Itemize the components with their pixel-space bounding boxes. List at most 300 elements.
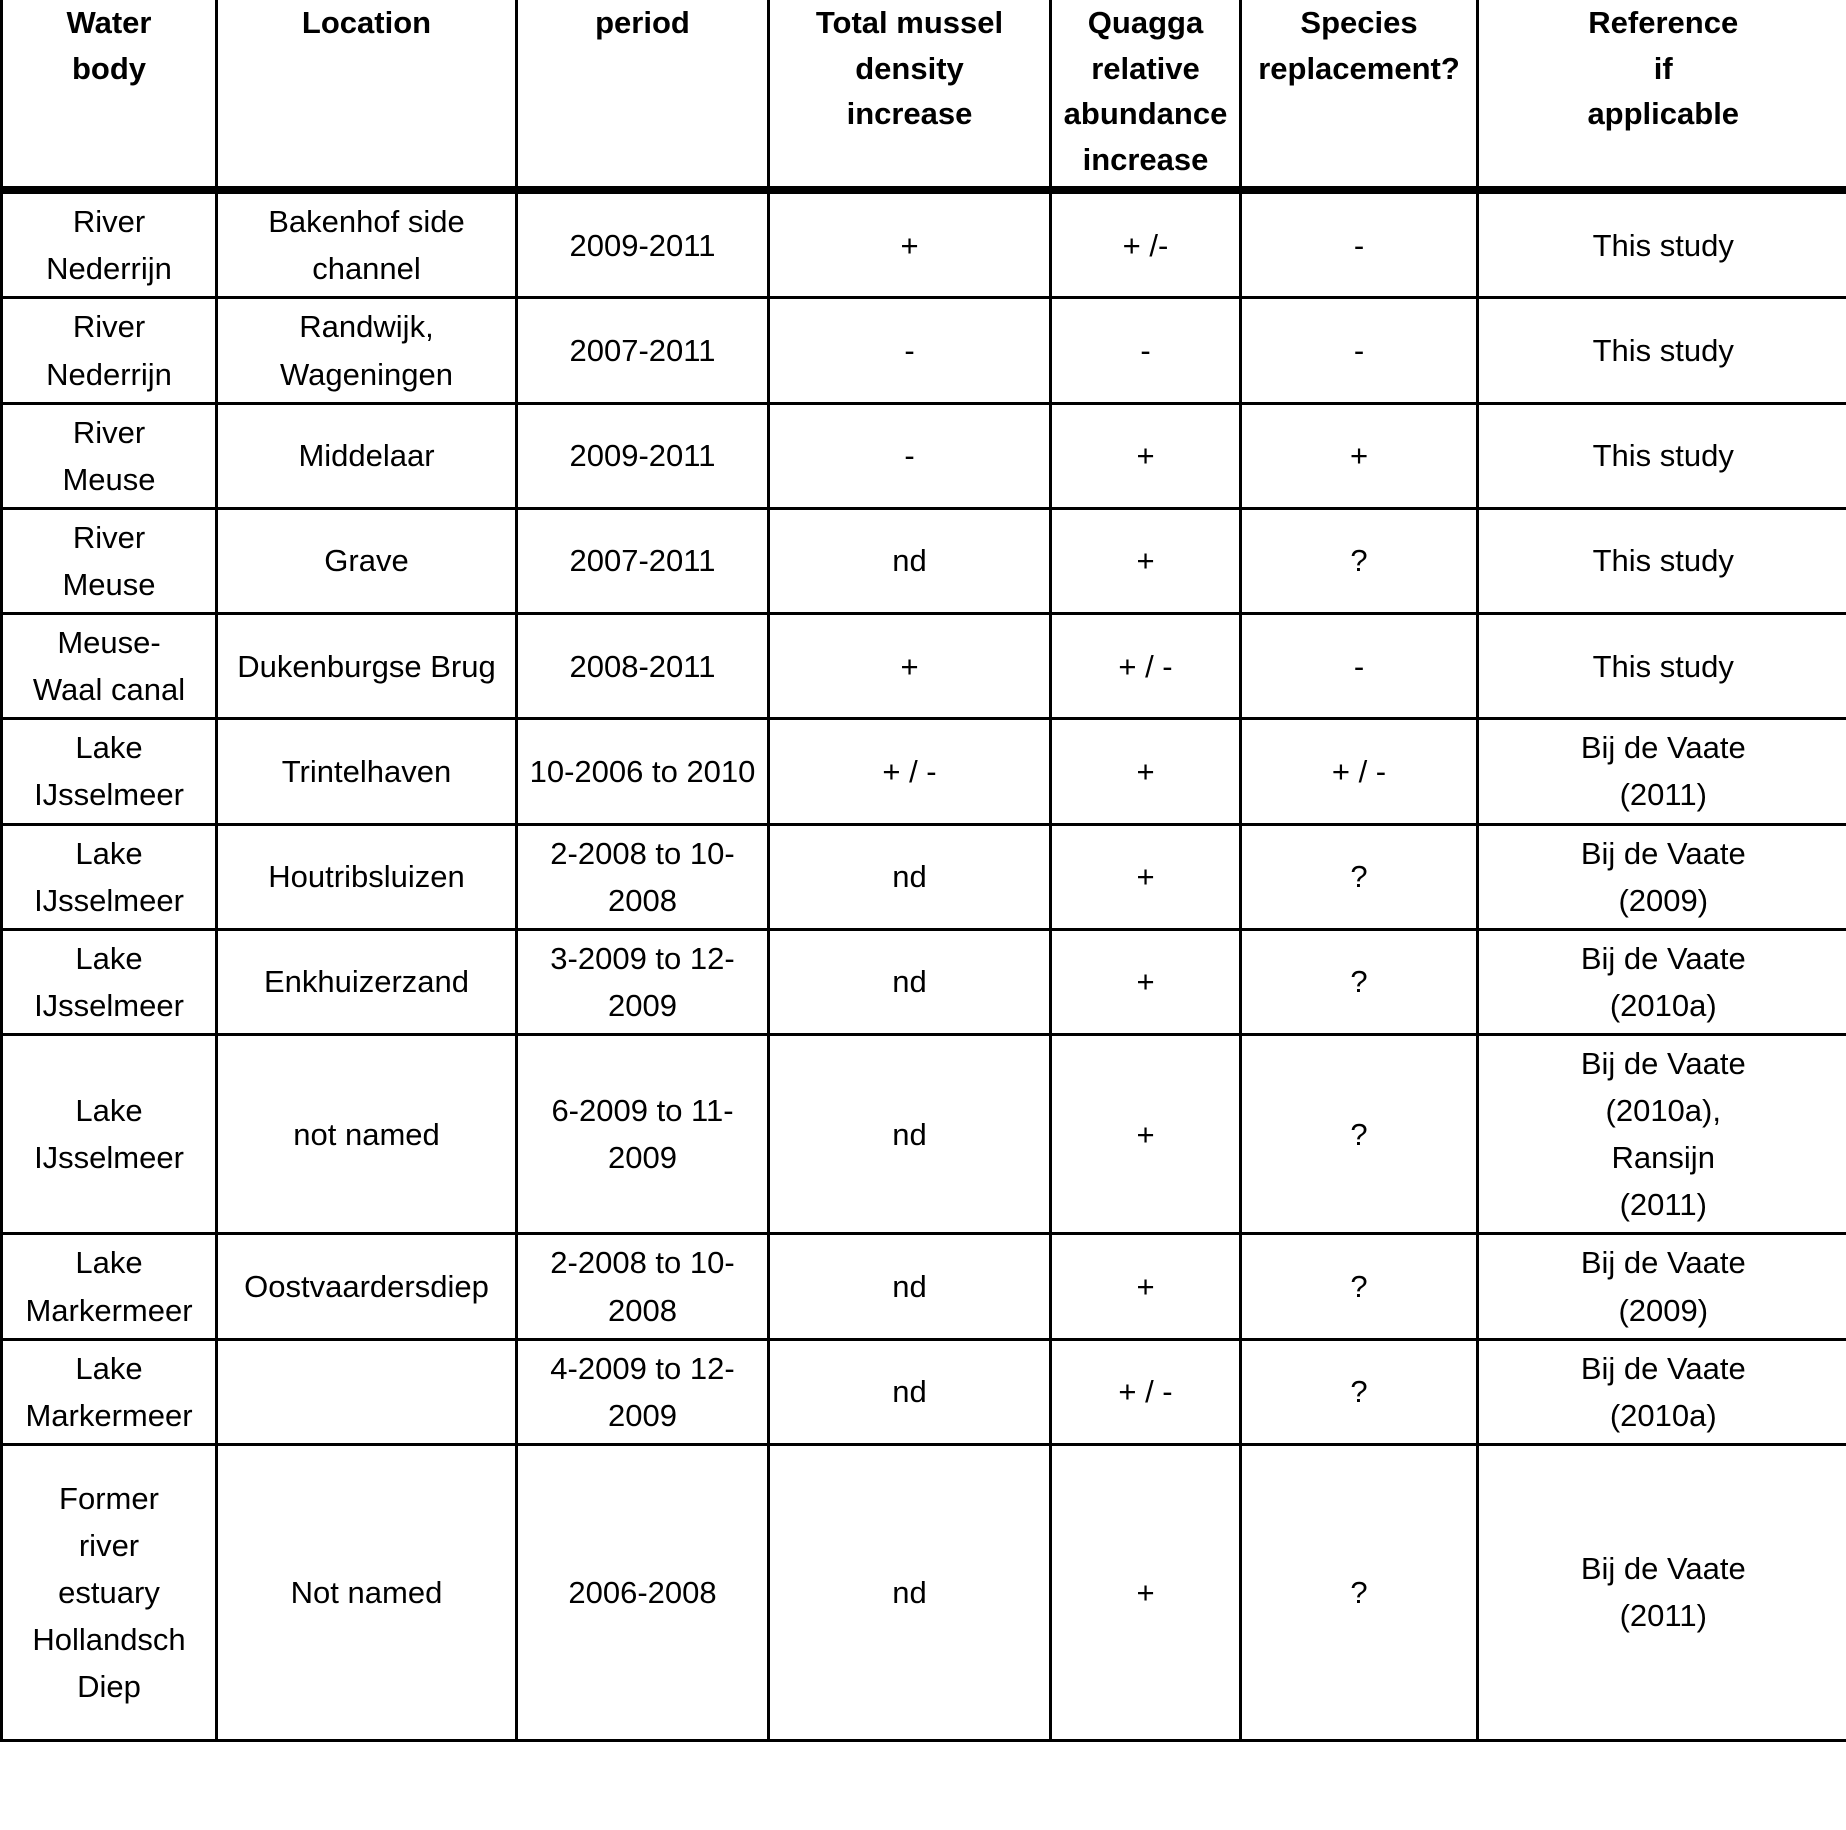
cell-text	[1248, 222, 1470, 269]
cell-location	[217, 190, 517, 298]
cell-period	[517, 508, 769, 613]
cell-text	[1248, 853, 1470, 900]
cell-text	[776, 853, 1043, 900]
cell-line: nd	[892, 859, 927, 895]
cell-line: This study	[1592, 333, 1734, 369]
cell-line: IJsselmeer	[34, 777, 184, 813]
cell-line: Ransijn	[1611, 1140, 1715, 1176]
cell-text	[1058, 748, 1233, 795]
cell-text	[1485, 1545, 1842, 1639]
cell-reference	[1478, 614, 1846, 719]
table-body	[2, 190, 1846, 1740]
cell-period	[517, 929, 769, 1034]
cell-period	[517, 298, 769, 403]
cell-species-replacement	[1241, 719, 1478, 824]
cell-text	[9, 514, 209, 608]
cell-line: Nederrijn	[46, 356, 172, 392]
cell-text	[524, 1345, 761, 1439]
cell-text	[9, 1239, 209, 1333]
cell-quagga-increase	[1051, 929, 1241, 1034]
cell-quagga-increase	[1051, 298, 1241, 403]
table-header	[2, 0, 1846, 190]
table-row	[2, 508, 1846, 613]
cell-line: Bij de Vaate	[1580, 1046, 1746, 1081]
cell-line: 2007-2011	[569, 333, 716, 369]
cell-line: +	[1136, 1268, 1155, 1304]
header-line: Reference	[1588, 5, 1739, 40]
cell-text	[776, 1569, 1043, 1616]
cell-text	[524, 327, 761, 374]
cell-text	[524, 935, 761, 1029]
header-lines-location	[224, 0, 509, 46]
cell-text	[524, 222, 761, 269]
cell-line: Not named	[290, 1574, 443, 1610]
cell-text	[9, 1087, 209, 1181]
header-lines-period	[524, 0, 761, 46]
cell-text	[1058, 222, 1233, 269]
cell-line: 2009-2011	[569, 438, 716, 474]
cell-text	[224, 198, 509, 292]
cell-quagga-increase	[1051, 719, 1241, 824]
cell-text	[224, 1263, 509, 1310]
cell-line: Houtribsluizen	[268, 859, 465, 895]
cell-text	[1058, 643, 1233, 690]
cell-line: Bij de Vaate	[1580, 940, 1746, 976]
cell-line: 6-2009 to 11-2009	[551, 1093, 734, 1176]
cell-line: ?	[1350, 1116, 1368, 1152]
cell-text	[1058, 1569, 1233, 1616]
cell-text	[1058, 432, 1233, 479]
cell-reference	[1478, 190, 1846, 298]
cell-text	[9, 1345, 209, 1439]
cell-line: Middelaar	[298, 438, 435, 474]
cell-quagga-increase	[1051, 190, 1241, 298]
cell-line: channel	[312, 251, 421, 287]
cell-text	[224, 1569, 509, 1616]
cell-quagga-increase	[1051, 1035, 1241, 1234]
cell-text	[524, 1239, 761, 1333]
cell-line: This study	[1592, 227, 1734, 263]
cell-line: estuary	[58, 1574, 160, 1610]
cell-line: (2009)	[1618, 882, 1709, 918]
cell-quagga-increase	[1051, 1339, 1241, 1444]
cell-density-increase	[769, 719, 1051, 824]
cell-line: nd	[892, 1116, 927, 1152]
cell-location	[217, 1444, 517, 1740]
table-row	[2, 1234, 1846, 1339]
table-row	[2, 1339, 1846, 1444]
header-line: Quagga relative	[1087, 5, 1204, 86]
cell-line: Dukenburgse Brug	[237, 648, 496, 684]
cell-species-replacement	[1241, 508, 1478, 613]
cell-reference	[1478, 403, 1846, 508]
header-line: increase	[846, 96, 973, 132]
cell-line: (2010a)	[1609, 987, 1717, 1023]
cell-line: -	[1353, 227, 1365, 263]
cell-line: (2011)	[1619, 1187, 1707, 1223]
cell-density-increase	[769, 824, 1051, 929]
cell-text	[224, 853, 509, 900]
cell-line: nd	[892, 543, 927, 579]
header-lines-density	[776, 0, 1043, 137]
cell-text	[1485, 537, 1842, 584]
cell-text	[1058, 327, 1233, 374]
cell-species-replacement	[1241, 1444, 1478, 1740]
cell-water-body	[2, 719, 217, 824]
cell-text	[1058, 537, 1233, 584]
cell-line: Bij de Vaate	[1580, 1245, 1746, 1281]
cell-line: Lake	[75, 835, 143, 871]
cell-line: River	[72, 519, 146, 555]
cell-location	[217, 929, 517, 1034]
cell-text	[9, 1475, 209, 1711]
cell-line: IJsselmeer	[34, 1140, 184, 1176]
cell-water-body	[2, 1234, 217, 1339]
cell-density-increase	[769, 403, 1051, 508]
cell-line: ?	[1350, 1574, 1368, 1610]
cell-quagga-increase	[1051, 403, 1241, 508]
cell-line: Lake	[75, 1350, 143, 1386]
cell-text	[224, 303, 509, 397]
cell-location	[217, 1035, 517, 1234]
cell-line: + / -	[1118, 1374, 1173, 1410]
cell-period	[517, 1234, 769, 1339]
cell-line: -	[1353, 648, 1365, 684]
header-line: increase	[1082, 141, 1209, 177]
cell-water-body	[2, 190, 217, 298]
cell-line: This study	[1592, 438, 1734, 474]
cell-reference	[1478, 508, 1846, 613]
cell-text	[524, 830, 761, 924]
cell-line: not named	[293, 1116, 440, 1152]
cell-line: Wageningen	[280, 356, 453, 392]
cell-reference	[1478, 1234, 1846, 1339]
header-line: Water	[66, 5, 152, 40]
cell-text	[9, 303, 209, 397]
cell-text	[1248, 643, 1470, 690]
cell-density-increase	[769, 1339, 1051, 1444]
cell-species-replacement	[1241, 929, 1478, 1034]
cell-text	[1058, 1111, 1233, 1158]
cell-line: + / -	[882, 753, 937, 789]
column-header-period	[517, 0, 769, 190]
cell-line: ?	[1350, 964, 1368, 1000]
cell-line: ?	[1350, 1374, 1368, 1410]
cell-period	[517, 719, 769, 824]
cell-text	[776, 537, 1043, 584]
cell-species-replacement	[1241, 1035, 1478, 1234]
cell-text	[224, 432, 509, 479]
cell-reference	[1478, 1035, 1846, 1234]
cell-species-replacement	[1241, 614, 1478, 719]
cell-text	[776, 748, 1043, 795]
header-line: period	[595, 5, 690, 40]
cell-text	[224, 958, 509, 1005]
cell-text	[224, 1111, 509, 1158]
cell-water-body	[2, 403, 217, 508]
cell-line: Former	[59, 1480, 159, 1516]
cell-text	[1248, 748, 1470, 795]
cell-line: Lake	[75, 940, 143, 976]
cell-line: Grave	[324, 543, 409, 579]
header-lines-species	[1248, 0, 1470, 91]
cell-line: +	[1136, 753, 1155, 789]
cell-density-increase	[769, 614, 1051, 719]
cell-text	[776, 1263, 1043, 1310]
header-line: abundance	[1063, 96, 1228, 132]
cell-text	[1485, 724, 1842, 818]
table-row	[2, 403, 1846, 508]
cell-line: 2-2008 to 10-2008	[550, 835, 735, 918]
cell-line: ?	[1350, 543, 1368, 579]
cell-water-body	[2, 824, 217, 929]
cell-line: 2007-2011	[569, 543, 716, 579]
header-line: replacement?	[1258, 50, 1460, 86]
cell-line: + /-	[1122, 227, 1169, 263]
header-line: Location	[301, 5, 432, 40]
cell-line: IJsselmeer	[34, 987, 184, 1023]
cell-text	[224, 643, 509, 690]
cell-line: Meuse-	[57, 625, 161, 661]
cell-line: Bij de Vaate	[1580, 1350, 1746, 1386]
header-line: Species	[1300, 5, 1418, 40]
cell-text	[1058, 1368, 1233, 1415]
cell-water-body	[2, 1339, 217, 1444]
cell-period	[517, 1035, 769, 1234]
cell-line: (2009)	[1618, 1292, 1709, 1328]
header-line: body	[71, 50, 147, 86]
cell-text	[1248, 432, 1470, 479]
column-header-location	[217, 0, 517, 190]
cell-period	[517, 1339, 769, 1444]
cell-line: ?	[1350, 1268, 1368, 1304]
cell-species-replacement	[1241, 298, 1478, 403]
cell-line: Randwijk,	[299, 309, 434, 345]
cell-location	[217, 824, 517, 929]
cell-text	[776, 327, 1043, 374]
cell-line: 3-2009 to 12-2009	[550, 940, 735, 1023]
column-header-density-increase	[769, 0, 1051, 190]
cell-line: -	[904, 333, 915, 369]
header-row	[2, 0, 1846, 190]
cell-line: Bakenhof side	[268, 204, 465, 240]
cell-period	[517, 403, 769, 508]
cell-text	[1248, 1263, 1470, 1310]
cell-text	[1058, 1263, 1233, 1310]
cell-line: 10-2006 to 2010	[529, 753, 756, 789]
cell-line: +	[1136, 859, 1155, 895]
table-row	[2, 719, 1846, 824]
cell-line: nd	[892, 1574, 927, 1610]
cell-text	[1248, 327, 1470, 374]
cell-text	[776, 643, 1043, 690]
cell-line: nd	[892, 1268, 927, 1304]
cell-line: ?	[1350, 859, 1368, 895]
cell-line: Meuse	[62, 567, 156, 603]
cell-line: Nederrijn	[46, 251, 172, 287]
column-header-species-replacement	[1241, 0, 1478, 190]
cell-text	[1485, 935, 1842, 1029]
cell-reference	[1478, 298, 1846, 403]
cell-reference	[1478, 929, 1846, 1034]
cell-line: river	[78, 1527, 140, 1563]
cell-water-body	[2, 1444, 217, 1740]
cell-text	[1485, 830, 1842, 924]
cell-quagga-increase	[1051, 824, 1241, 929]
cell-text	[524, 432, 761, 479]
cell-water-body	[2, 929, 217, 1034]
cell-reference	[1478, 824, 1846, 929]
cell-line: River	[72, 309, 146, 345]
cell-location	[217, 508, 517, 613]
cell-text	[1058, 853, 1233, 900]
header-lines-water-body	[9, 0, 209, 91]
cell-line: 2009-2011	[569, 227, 716, 263]
cell-line: IJsselmeer	[34, 882, 184, 918]
cell-text	[776, 1111, 1043, 1158]
cell-text	[1485, 1345, 1842, 1439]
cell-text	[1248, 958, 1470, 1005]
header-lines-quagga	[1058, 0, 1233, 182]
column-header-reference	[1478, 0, 1846, 190]
cell-quagga-increase	[1051, 614, 1241, 719]
cell-line: (2011)	[1619, 1598, 1707, 1634]
cell-text	[776, 1368, 1043, 1415]
table-row	[2, 190, 1846, 298]
cell-line: This study	[1592, 648, 1734, 684]
cell-text	[1485, 643, 1842, 690]
cell-line: 2-2008 to 10-2008	[550, 1245, 735, 1328]
cell-text	[524, 1087, 761, 1181]
cell-text	[9, 619, 209, 713]
cell-text	[9, 935, 209, 1029]
cell-line: River	[72, 204, 146, 240]
cell-line: Meuse	[62, 461, 156, 497]
cell-line: Lake	[75, 730, 143, 766]
cell-water-body	[2, 298, 217, 403]
cell-text	[1485, 432, 1842, 479]
cell-line: Markermeer	[25, 1292, 193, 1328]
cell-text	[1058, 958, 1233, 1005]
cell-line: Lake	[75, 1093, 143, 1129]
table-row	[2, 1035, 1846, 1234]
header-line: applicable	[1587, 96, 1740, 132]
cell-line: Bij de Vaate	[1580, 835, 1746, 871]
cell-line: +	[1136, 1574, 1155, 1610]
cell-text	[776, 432, 1043, 479]
cell-quagga-increase	[1051, 508, 1241, 613]
cell-line: +	[1349, 438, 1369, 474]
cell-line: 2008-2011	[569, 648, 716, 684]
cell-line: (2010a),	[1605, 1093, 1721, 1129]
cell-line: Hollandsch	[32, 1621, 186, 1657]
cell-species-replacement	[1241, 1339, 1478, 1444]
cell-line: -	[904, 438, 915, 474]
cell-location	[217, 614, 517, 719]
cell-line: 2006-2008	[568, 1574, 717, 1610]
cell-location	[217, 1234, 517, 1339]
cell-line: +	[1136, 1116, 1155, 1152]
cell-reference	[1478, 1444, 1846, 1740]
cell-line: nd	[892, 1374, 927, 1410]
cell-text	[9, 198, 209, 292]
cell-line: +	[1136, 438, 1155, 474]
cell-line: + / -	[1331, 753, 1387, 789]
cell-text	[524, 537, 761, 584]
cell-water-body	[2, 508, 217, 613]
column-header-quagga-increase	[1051, 0, 1241, 190]
cell-line: River	[72, 414, 146, 450]
cell-location	[217, 298, 517, 403]
cell-text	[1485, 1239, 1842, 1333]
cell-location	[217, 403, 517, 508]
cell-line: +	[1136, 543, 1155, 579]
cell-species-replacement	[1241, 824, 1478, 929]
cell-line: Trintelhaven	[281, 753, 452, 789]
cell-text	[224, 748, 509, 795]
cell-species-replacement	[1241, 403, 1478, 508]
cell-text	[9, 830, 209, 924]
cell-line: -	[1353, 333, 1365, 369]
cell-line: + / -	[1118, 648, 1173, 684]
cell-text	[1485, 1040, 1842, 1228]
cell-density-increase	[769, 1234, 1051, 1339]
cell-line: +	[900, 648, 919, 684]
cell-text	[1248, 1368, 1470, 1415]
cell-line: +	[1136, 964, 1155, 1000]
table-row	[2, 298, 1846, 403]
cell-text	[9, 409, 209, 503]
cell-text	[524, 1569, 761, 1616]
cell-line: 4-2009 to 12-2009	[550, 1350, 735, 1433]
header-line: Total mussel	[815, 5, 1004, 40]
cell-density-increase	[769, 508, 1051, 613]
cell-line: Oostvaardersdiep	[244, 1268, 489, 1304]
cell-reference	[1478, 1339, 1846, 1444]
cell-line: Bij de Vaate	[1580, 730, 1746, 766]
cell-quagga-increase	[1051, 1234, 1241, 1339]
cell-water-body	[2, 614, 217, 719]
cell-density-increase	[769, 190, 1051, 298]
cell-location	[217, 1339, 517, 1444]
cell-density-increase	[769, 1035, 1051, 1234]
cell-density-increase	[769, 298, 1051, 403]
table-row	[2, 1444, 1846, 1740]
cell-density-increase	[769, 929, 1051, 1034]
cell-period	[517, 190, 769, 298]
cell-text	[1248, 537, 1470, 584]
cell-species-replacement	[1241, 1234, 1478, 1339]
cell-line: Diep	[77, 1669, 141, 1705]
header-line: if	[1653, 50, 1673, 86]
cell-period	[517, 1444, 769, 1740]
cell-line: nd	[892, 964, 927, 1000]
cell-line: Markermeer	[25, 1397, 193, 1433]
cell-line: Enkhuizerzand	[263, 964, 470, 1000]
cell-text	[1248, 1569, 1470, 1616]
table-row	[2, 614, 1846, 719]
header-line: density	[855, 50, 964, 86]
cell-text	[776, 958, 1043, 1005]
cell-line: +	[900, 227, 919, 263]
cell-text	[224, 537, 509, 584]
cell-text	[776, 222, 1043, 269]
cell-text	[1485, 327, 1842, 374]
cell-text	[9, 724, 209, 818]
cell-line: -	[1140, 333, 1151, 369]
cell-species-replacement	[1241, 190, 1478, 298]
table-row	[2, 929, 1846, 1034]
